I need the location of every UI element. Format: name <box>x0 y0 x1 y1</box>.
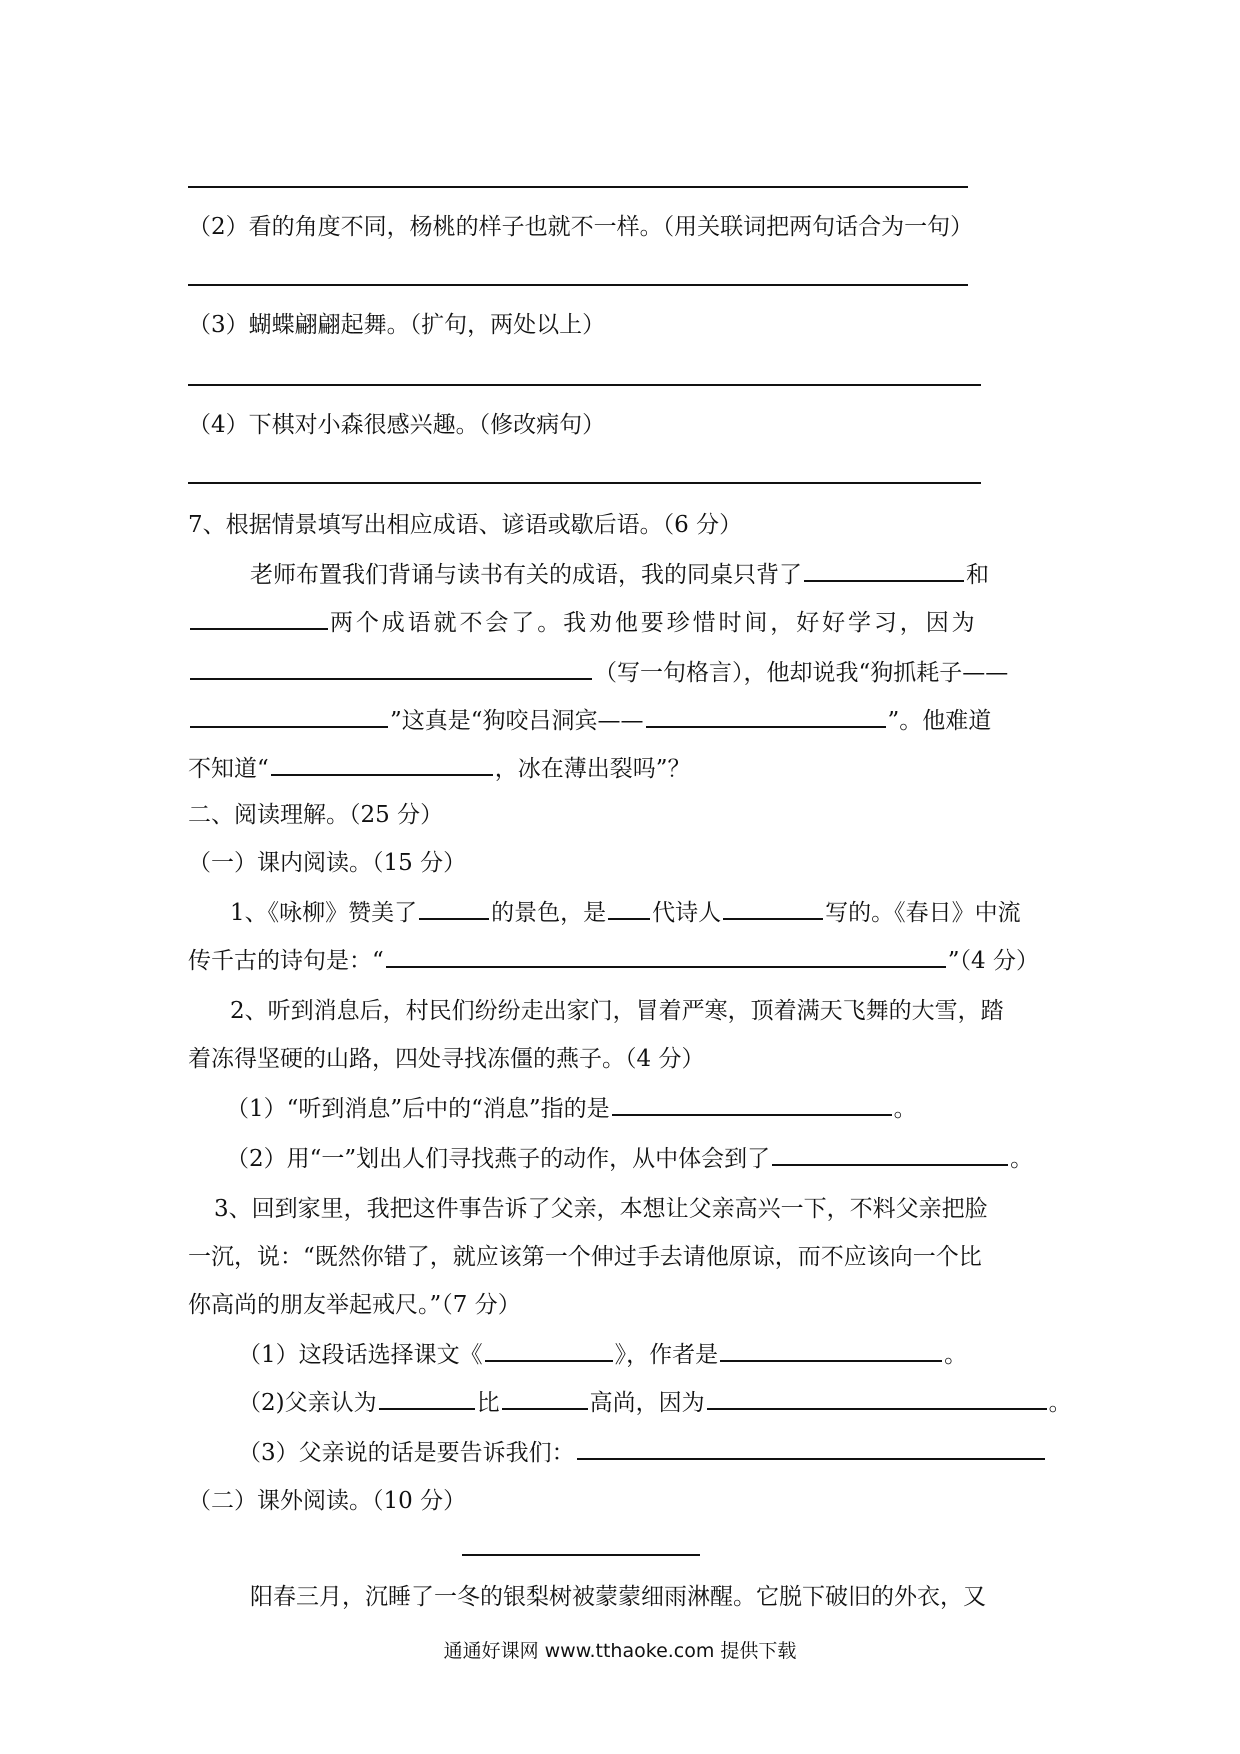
blank[interactable] <box>419 896 489 920</box>
question-7-line1: 老师布置我们背诵与读书有关的成语，我的同桌只背了 和 <box>250 556 989 589</box>
reading-1-line1: 1、《咏柳》赞美了 的景色，是 代诗人 写的。《春日》中流 <box>230 894 1021 927</box>
blank[interactable] <box>271 752 493 776</box>
question-6-4: （4）下棋对小森很感兴趣。（修改病句） <box>188 412 606 438</box>
blank[interactable] <box>379 1386 475 1410</box>
question-6-3: （3）蝴蝶翩翩起舞。（扩句，两处以上） <box>188 312 606 338</box>
reading-2-q1: （1）“听到消息”后中的“消息”指的是 。 <box>226 1090 917 1123</box>
blank[interactable] <box>608 896 650 920</box>
part-1-title: （一）课内阅读。（15 分） <box>188 850 467 876</box>
blank[interactable] <box>723 896 823 920</box>
blank[interactable] <box>485 1338 613 1362</box>
reading-3-q2: （2)父亲认为 比 高尚，因为 。 <box>238 1384 1072 1417</box>
title-blank-line[interactable] <box>462 1554 700 1556</box>
blank[interactable] <box>707 1386 1047 1410</box>
blank[interactable] <box>646 704 886 728</box>
reading-3-q3: （3）父亲说的话是要告诉我们： <box>238 1434 1047 1467</box>
answer-line[interactable] <box>188 384 981 386</box>
part-2-title: （二）课外阅读。（10 分） <box>188 1488 467 1514</box>
blank[interactable] <box>804 558 964 582</box>
reading-3-q1: （1）这段话选择课文《 》，作者是 。 <box>238 1336 967 1369</box>
question-7-line2: 两个成语就不会了。我劝他要珍惜时间，好好学习，因为 <box>188 604 978 637</box>
blank[interactable] <box>386 944 946 968</box>
question-7-line5: 不知道“ ，冰在薄出裂吗”？ <box>188 750 691 783</box>
blank[interactable] <box>772 1142 1008 1166</box>
blank[interactable] <box>502 1386 588 1410</box>
question-6-2: （2）看的角度不同，杨桃的样子也就不一样。（用关联词把两句话合为一句） <box>188 214 974 240</box>
question-7-line4: ”这真是“狗咬吕洞宾—— ”。他难道 <box>188 702 991 735</box>
answer-line[interactable] <box>188 284 968 286</box>
blank[interactable] <box>612 1092 892 1116</box>
reading-3-line1: 3、回到家里，我把这件事告诉了父亲，本想让父亲高兴一下，不料父亲把脸 <box>214 1196 988 1222</box>
blank[interactable] <box>190 656 592 680</box>
answer-line[interactable] <box>188 482 981 484</box>
question-7-title: 7、根据情景填写出相应成语、谚语或歇后语。（6 分） <box>188 512 743 538</box>
answer-line[interactable] <box>188 186 968 188</box>
reading-3-line2: 一沉，说：“既然你错了，就应该第一个伸过手去请他原谅，而不应该向一个比 <box>188 1244 982 1270</box>
blank[interactable] <box>190 704 388 728</box>
footer-credit: 通通好课网 www.tthaoke.com 提供下载 <box>443 1640 797 1662</box>
reading-2-line1: 2、听到消息后，村民们纷纷走出家门，冒着严寒，顶着满天飞舞的大雪，踏 <box>230 998 1004 1024</box>
reading-3-line3: 你高尚的朋友举起戒尺。”（7 分） <box>188 1292 521 1318</box>
section-2-title: 二、阅读理解。（25 分） <box>188 802 444 828</box>
blank[interactable] <box>720 1338 942 1362</box>
reading-1-line2: 传千古的诗句是：“ ”（4 分） <box>188 942 1039 975</box>
story-paragraph: 阳春三月，沉睡了一冬的银梨树被蒙蒙细雨淋醒。它脱下破旧的外衣，又 <box>250 1584 986 1610</box>
reading-2-q2: （2）用“一”划出人们寻找燕子的动作，从中体会到了 。 <box>226 1140 1033 1173</box>
blank[interactable] <box>577 1436 1045 1460</box>
blank[interactable] <box>190 606 328 630</box>
question-7-line3: （写一句格言），他却说我“狗抓耗子—— <box>188 654 1008 687</box>
reading-2-line2: 着冻得坚硬的山路，四处寻找冻僵的燕子。（4 分） <box>188 1046 705 1072</box>
